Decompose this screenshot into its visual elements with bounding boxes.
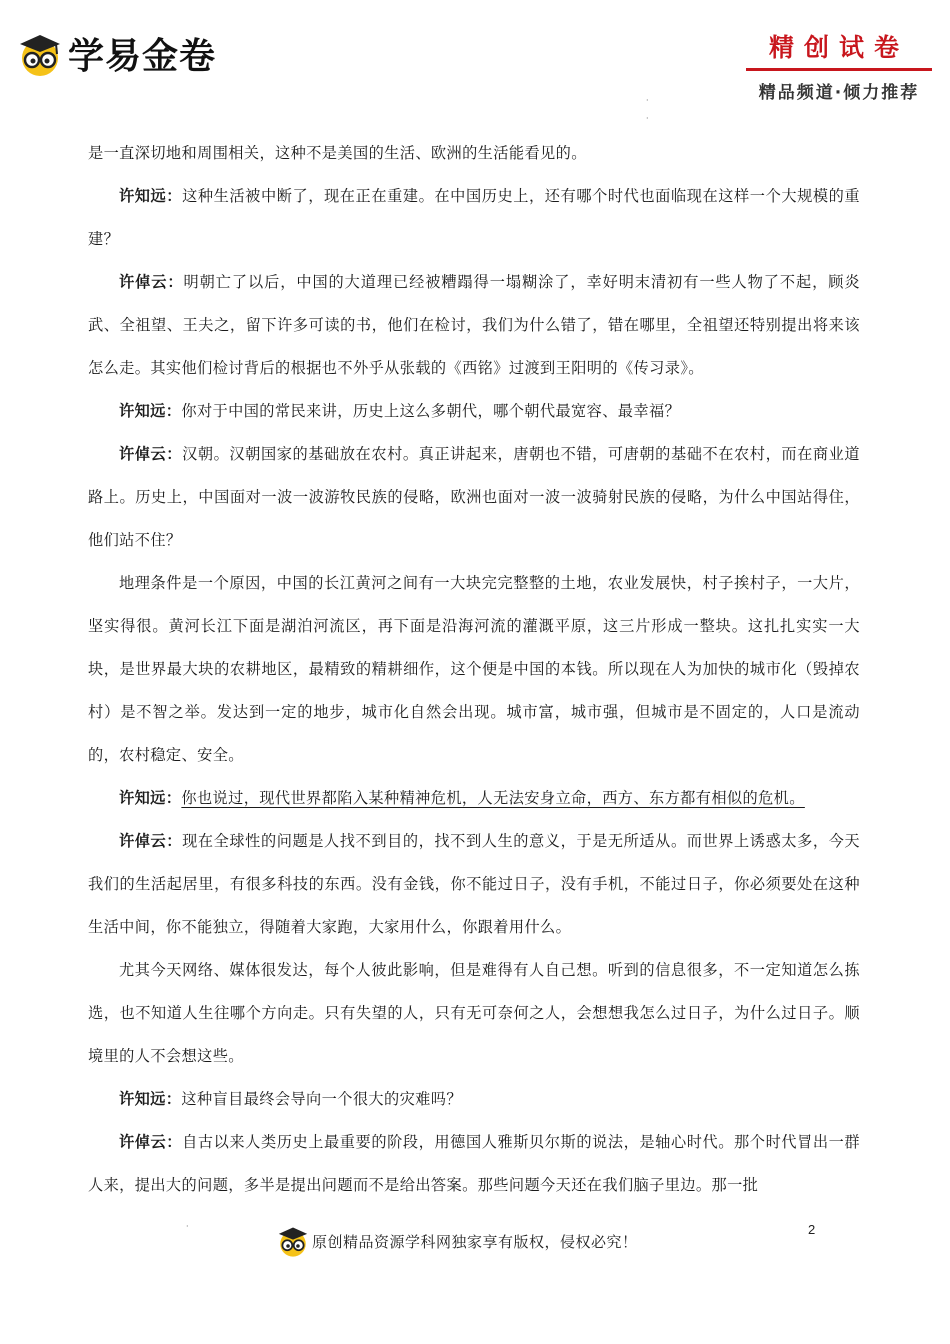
speaker-label: 许倬云： [119,832,183,850]
owl-logo-icon [276,1224,310,1258]
paragraph-text: 汉朝。汉朝国家的基础放在农村。真正讲起来，唐朝也不错，可唐朝的基础不在农村，而在商业道路上。历史上，中国面对一波一波游牧民族的侵略，欧洲也面对一波一波骑射民族的侵略，为什么中国站得住，他们站不住？ [88,445,861,549]
paragraph [88,1121,860,1207]
speaker-label: 许倬云： [119,445,183,463]
logo [16,28,216,79]
paragraph [88,820,860,949]
paragraph-text: 这种盲目最终会导向一个很大的灾难吗？ [181,1090,462,1108]
copyright-text: 原创精品资源学科网独家享有版权，侵权必究！ [312,1232,638,1251]
scan-dot: · [646,114,649,123]
speaker-label: 许倬云： [119,1133,183,1151]
page-footer [0,1218,950,1268]
speaker-label: 许倬云： [119,273,184,291]
paragraph-text: 现在全球性的问题是人找不到目的，找不到人生的意义，于是无所适从。而世界上诱惑太多，今天我们的生活起居里，有很多科技的东西。没有金钱，你不能过日子，没有手机，不能过日子，你必须要处在这种生活中间，你不能独立，得随着大家跑，大家用什么，你跟着用什么。 [88,832,861,936]
paragraph [88,390,860,433]
paragraph-text: 尤其今天网络、媒体很发达，每个人彼此影响，但是难得有人自己想。听到的信息很多，不一定知道怎么拣选，也不知道人生往哪个方向走。只有失望的人，只有无可奈何之人，会想想我怎么过日子，为什么过日子。顺境里的人不会想这些。 [88,961,860,1065]
logo-text: 学易金卷 [68,36,217,77]
paragraph-text: 自古以来人类历史上最重要的阶段，用德国人雅斯贝尔斯的说法，是轴心时代。那个时代冒出一群人来，提出大的问题，多半是提出问题而不是给出答案。那些问题今天还在我们脑子里边。那一批 [88,1133,861,1194]
paragraph [88,433,860,562]
paragraph [88,777,860,820]
brand-title: 精创试卷 [746,28,932,71]
paragraph-text: 是一直深切地和周围相关，这种不是美国的生活、欧洲的生活能看见的。 [88,144,587,162]
copyright-notice [276,1224,638,1258]
paragraph [88,261,860,390]
speaker-label: 许知远： [119,402,182,420]
brand-block [746,28,932,103]
paragraph [88,175,860,261]
scan-dot: · [186,1222,189,1231]
brand-subtitle: 精品频道·倾力推荐 [758,83,920,103]
speaker-label: 许知远： [119,789,182,807]
paragraph [88,562,860,777]
paragraph-text: 你对于中国的常民来讲，历史上这么多朝代，哪个朝代最宽容、最幸福？ [181,402,681,420]
paragraph [88,132,860,175]
paragraph [88,1078,860,1121]
article-body [88,132,860,1207]
paragraph [88,949,860,1078]
speaker-label: 许知远： [119,187,183,205]
page-number: 2 [808,1222,816,1237]
paragraph-text: 这种生活被中断了，现在正在重建。在中国历史上，还有哪个时代也面临现在这样一个大规模的重建？ [88,187,861,248]
paragraph-text: 明朝亡了以后，中国的大道理已经被糟蹋得一塌糊涂了，幸好明末清初有一些人物了不起，顾炎武、全祖望、王夫之，留下许多可读的书，他们在检讨，我们为什么错了，错在哪里，全祖望还特别提出将来该怎么走。其实他们检讨背后的根据也不外乎从张载的《西铭》过渡到王阳明的《传习录》。 [88,273,860,377]
speaker-label: 许知远： [119,1090,182,1108]
page-header [0,0,950,103]
paragraph-text: 地理条件是一个原因，中国的长江黄河之间有一大块完完整整的土地，农业发展快，村子挨村子，一大片，坚实得很。黄河长江下面是湖泊河流区，再下面是沿海河流的灌溉平原，这三片形成一整块。这扎扎实实一大块，是世界最大块的农耕地区，最精致的精耕细作，这个便是中国的本钱。所以现在人为加快的城市化（毁掉农村）是不智之举。发达到一定的地步，城市化自然会出现。城市富，城市强，但城市是不固定的，人口是流动的，农村稳定、安全。 [88,574,860,764]
owl-logo-icon [16,30,64,78]
underlined-question: 你也说过，现代世界都陷入某种精神危机，人无法安身立命，西方、东方都有相似的危机。 [181,789,805,807]
scan-dot: · [646,96,649,105]
